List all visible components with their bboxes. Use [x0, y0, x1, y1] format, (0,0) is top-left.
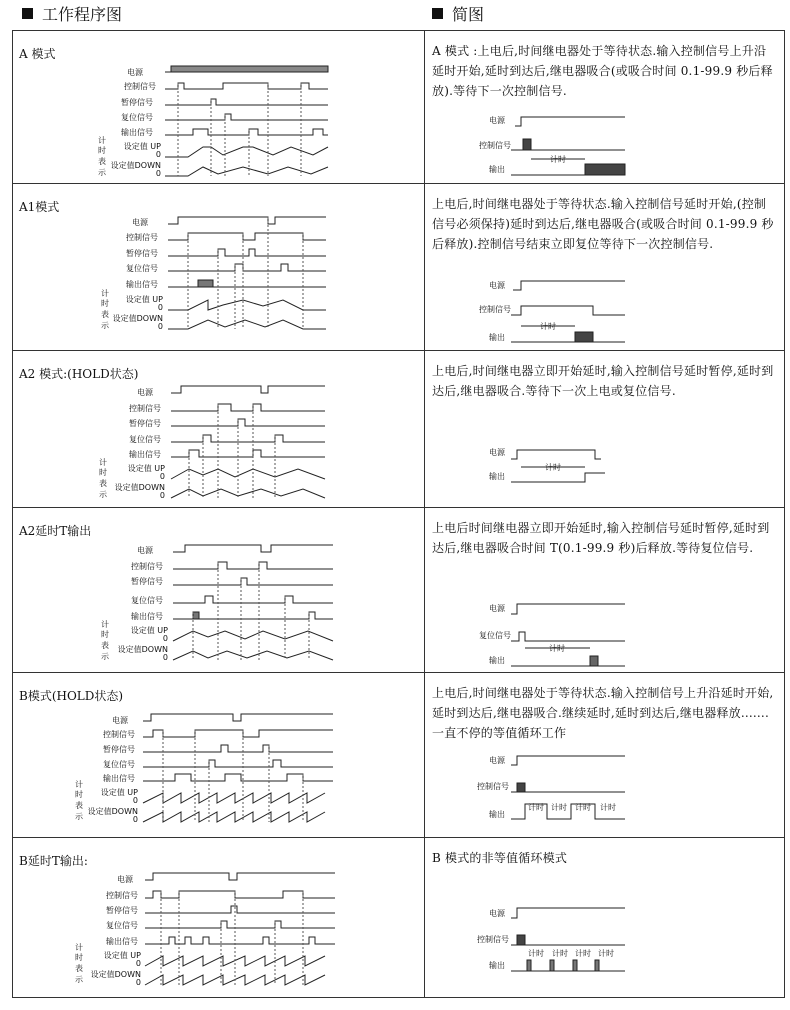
power-label: 电源 [489, 755, 505, 765]
mode-description: 上电后时间继电器立即开始延时,输入控制信号延时暂停,延时到达后,继电器吸合时间 T(0.1-99.9 秒)后释放.等待复位信号. [432, 521, 770, 556]
power-label: 电源 [127, 68, 143, 77]
set-down-label: 设定值DOWN [87, 806, 138, 816]
mode-row [13, 508, 785, 672]
output-signal-label: 输出信号 [103, 773, 135, 783]
ji-label: 计 [98, 136, 106, 145]
reset-label: 复位信号 [126, 264, 158, 274]
shi2-label: 示 [75, 974, 83, 984]
simple-diagram-cell [425, 351, 785, 508]
timing-label: 计时 [528, 802, 544, 812]
mode-row [13, 184, 785, 351]
reset-label: 复位信号 [131, 596, 163, 606]
set-up-label: 设定值 UP [130, 626, 168, 636]
timing-diagram [13, 508, 424, 672]
reset-label: 复位信号 [129, 435, 161, 445]
output-signal-label: 输出信号 [121, 128, 153, 137]
power-label: 电源 [132, 218, 148, 228]
shi-label: 时 [99, 468, 107, 478]
output-label: 输出 [489, 333, 505, 343]
control-label: 控制信号 [126, 233, 158, 243]
power-label: 电源 [489, 116, 505, 125]
simple-timing-diagram [425, 351, 784, 508]
mode-title: A 模式 [19, 47, 56, 61]
reset-label: 复位信号 [106, 920, 138, 930]
zero-label: 0 [135, 977, 141, 987]
ji-label: 计 [75, 942, 83, 952]
zero-label: 0 [159, 472, 165, 482]
zero-label: 0 [135, 958, 141, 968]
ji-label: 计 [101, 620, 109, 630]
set-down-label: 设定值DOWN [110, 161, 161, 170]
control-label: 控制信号 [129, 404, 161, 414]
simple-diagram-cell [425, 508, 785, 672]
power-label: 电源 [489, 604, 505, 614]
biao-label: 表 [75, 800, 83, 810]
ji-label: 计 [75, 779, 83, 789]
timing-label: 计时 [575, 802, 591, 812]
timing-diagram [13, 838, 424, 998]
simple-timing-diagram [425, 838, 784, 998]
mode-description: A 模式 :上电后,时间继电器处于等待状态.输入控制信号上升沿延时开始,延时到达后,继电器吸合(或吸合时间 0.1-99.9 秒后释放).等待下一次控制信号. [432, 44, 773, 98]
set-up-label: 设定值 UP [123, 142, 161, 151]
reset-label: 复位信号 [479, 631, 511, 641]
shi-label: 时 [98, 146, 106, 155]
zero-label: 0 [162, 634, 168, 644]
mode-row [13, 351, 785, 508]
timing-diagram [13, 184, 424, 351]
pause-label: 暂停信号 [121, 98, 153, 107]
zero-label: 0 [132, 814, 138, 824]
mode-row [13, 672, 785, 837]
simple-timing-diagram [425, 31, 784, 184]
ji-label: 计 [101, 289, 109, 299]
set-up-label: 设定值 UP [100, 787, 138, 797]
square-bullet-icon [22, 8, 33, 19]
zero-label: 0 [159, 491, 165, 501]
simple-timing-diagram [425, 508, 784, 672]
biao-label: 表 [101, 310, 109, 320]
mode-row [13, 31, 785, 184]
square-bullet-icon [432, 8, 443, 19]
pause-label: 暂停信号 [103, 744, 135, 754]
ji-label: 计 [99, 458, 107, 468]
zero-label: 0 [157, 322, 163, 332]
reset-label: 复位信号 [103, 759, 135, 769]
power-label: 电源 [117, 874, 133, 884]
mode-description: 上电后,时间继电器立即开始延时,输入控制信号延时暂停,延时到达后,继电器吸合.等待下一次上电或复位信号. [432, 364, 774, 399]
power-label: 电源 [489, 281, 505, 291]
output-label: 输出 [489, 809, 505, 819]
simple-timing-diagram [425, 673, 784, 838]
zero-label: 0 [157, 303, 163, 313]
mode-table [12, 30, 785, 998]
power-label: 电源 [137, 388, 153, 398]
power-label: 电源 [112, 715, 128, 725]
output-signal-label: 输出信号 [126, 280, 158, 290]
timing-diagram [13, 351, 424, 508]
mode-description: B 模式的非等值循环模式 [432, 850, 568, 865]
zero-label: 0 [155, 150, 161, 159]
shi-label: 时 [101, 299, 109, 309]
set-up-label: 设定值 UP [125, 295, 163, 305]
biao-label: 表 [101, 641, 109, 651]
biao-label: 表 [75, 963, 83, 973]
mode-title: B模式(HOLD状态) [19, 688, 124, 703]
zero-label: 0 [132, 795, 138, 805]
shi2-label: 示 [99, 490, 107, 500]
program-diagram-cell [13, 351, 425, 508]
mode-title: A2 模式:(HOLD状态) [19, 367, 139, 382]
program-diagram-cell [13, 837, 425, 997]
right-column-header [432, 4, 484, 26]
control-label: 控制信号 [124, 82, 156, 91]
biao-label: 表 [99, 479, 107, 489]
set-up-label: 设定值 UP [127, 464, 165, 474]
control-label: 控制信号 [106, 890, 138, 900]
simple-diagram-cell [425, 184, 785, 351]
output-signal-label: 输出信号 [106, 936, 138, 946]
left-header-text: 工作程序图 [42, 5, 123, 24]
control-label: 控制信号 [103, 729, 135, 739]
timing-diagram [13, 31, 424, 184]
output-signal-label: 输出信号 [131, 612, 163, 622]
set-down-label: 设定值DOWN [112, 314, 163, 324]
timing-label: 计时 [598, 948, 614, 958]
pause-label: 暂停信号 [129, 419, 161, 429]
timing-label: 计时 [549, 644, 565, 654]
control-label: 控制信号 [477, 781, 509, 791]
timing-label: 计时 [551, 802, 567, 812]
shi2-label: 示 [101, 321, 109, 331]
mode-description: 上电后,时间继电器处于等待状态.输入控制信号延时开始,(控制信号必须保持)延时到达后,继电器吸合(或吸合时间 0.1-99.9 秒后释放).控制信号结束立即复位等待下一次控制信号. [432, 197, 774, 252]
power-label: 电源 [489, 908, 505, 918]
zero-label: 0 [162, 653, 168, 663]
shi-label: 时 [75, 789, 83, 799]
control-label: 控制信号 [131, 562, 163, 572]
output-label: 输出 [489, 165, 505, 174]
simple-diagram-cell [425, 31, 785, 184]
mode-row [13, 837, 785, 997]
output-label: 输出 [489, 960, 505, 970]
timing-label: 计时 [600, 802, 616, 812]
simple-diagram-cell [425, 672, 785, 837]
power-label: 电源 [489, 448, 505, 458]
program-diagram-cell [13, 508, 425, 672]
mode-title: A2延时T输出 [19, 524, 92, 539]
reset-label: 复位信号 [121, 113, 153, 122]
mode-description: 上电后,时间继电器处于等待状态.输入控制信号上升沿延时开始,延时到达后,继电器吸合.继续延时,延时到达后,继电器释放....... 一直不停的等值循环工作 [432, 685, 774, 740]
output-label: 输出 [489, 656, 505, 666]
zero-label: 0 [155, 169, 161, 178]
timing-label: 计时 [550, 155, 566, 164]
timing-diagram [13, 673, 424, 838]
set-up-label: 设定值 UP [103, 950, 141, 960]
control-label: 控制信号 [479, 305, 511, 315]
right-header-text: 简图 [452, 5, 485, 24]
timing-label: 计时 [540, 322, 556, 332]
pause-label: 暂停信号 [126, 249, 158, 259]
program-diagram-cell [13, 672, 425, 837]
output-label: 输出 [489, 472, 505, 482]
shi2-label: 示 [98, 168, 106, 177]
control-label: 控制信号 [477, 934, 509, 944]
shi-label: 时 [75, 952, 83, 962]
timing-label: 计时 [545, 463, 561, 473]
control-label: 控制信号 [479, 141, 511, 150]
timing-label: 计时 [528, 948, 544, 958]
left-column-header [22, 4, 122, 26]
shi2-label: 示 [75, 811, 83, 821]
mode-title: B延时T输出: [19, 853, 88, 868]
mode-title: A1模式 [19, 200, 60, 215]
timing-label: 计时 [575, 948, 591, 958]
timing-label: 计时 [552, 948, 568, 958]
set-down-label: 设定值DOWN [117, 645, 168, 655]
simple-timing-diagram [425, 184, 784, 351]
set-down-label: 设定值DOWN [114, 483, 165, 493]
program-diagram-cell [13, 184, 425, 351]
shi2-label: 示 [101, 652, 109, 662]
pause-label: 暂停信号 [106, 905, 138, 915]
shi-label: 时 [101, 630, 109, 640]
output-signal-label: 输出信号 [129, 450, 161, 460]
power-label: 电源 [137, 546, 153, 556]
simple-diagram-cell [425, 837, 785, 997]
set-down-label: 设定值DOWN [90, 969, 141, 979]
program-diagram-cell [13, 31, 425, 184]
biao-label: 表 [98, 157, 106, 166]
pause-label: 暂停信号 [131, 577, 163, 587]
